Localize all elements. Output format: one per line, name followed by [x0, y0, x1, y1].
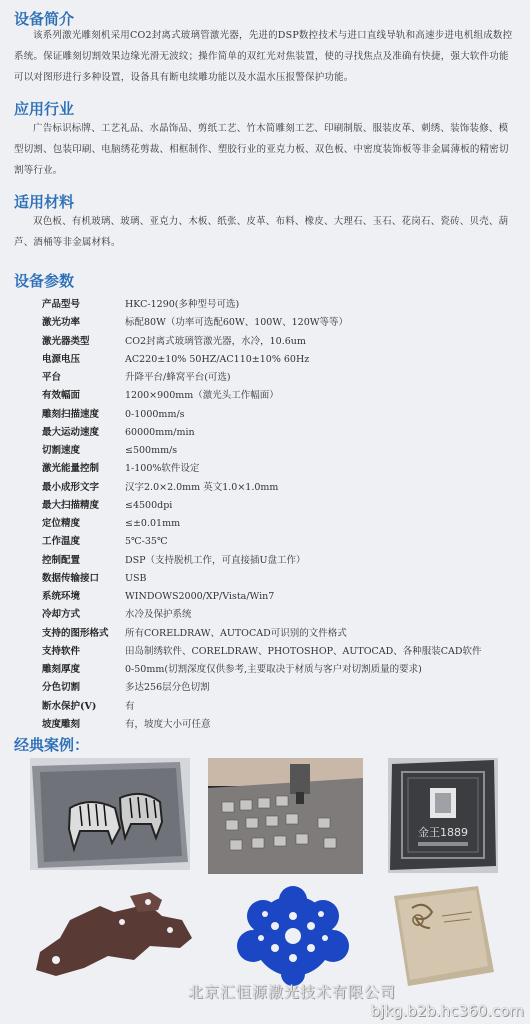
materials-text: 双色板、有机玻璃、玻璃、亚克力、木板、纸张、皮革、布料、橡皮、大理石、玉石、花岗石、瓷砖、贝壳、葫芦、酒桶等非金属材料。 — [14, 216, 509, 248]
param-label: 支持软件 — [42, 645, 81, 657]
param-value: 0-1000mm/s — [125, 408, 185, 420]
business-card-photo — [388, 886, 498, 986]
param-label: 断水保护(V) — [42, 700, 97, 712]
param-row — [42, 533, 522, 551]
stone-plaque-photo — [388, 758, 498, 873]
industry-title: 应用行业 — [14, 100, 75, 118]
param-label: 控制配置 — [42, 554, 81, 566]
param-label: 最小成形文字 — [42, 481, 100, 493]
param-label: 数据传输接口 — [42, 572, 100, 584]
param-row — [42, 570, 522, 588]
param-row — [42, 314, 522, 332]
param-value: CO2封离式玻璃管激光器，水冷，10.6um — [125, 335, 306, 347]
param-row — [42, 497, 522, 515]
param-value: ≤±0.01mm — [125, 518, 181, 529]
param-row — [42, 424, 522, 442]
param-value: 60000mm/min — [125, 426, 195, 438]
param-label: 分色切割 — [42, 682, 81, 694]
param-value: 所有CORELDRAW、AUTOCAD可识别的文件格式 — [125, 627, 347, 639]
param-row — [42, 442, 522, 460]
blue-lace-photo — [223, 886, 363, 986]
intro-text: 该系列激光雕刻机采用CO2封离式玻璃管激光器，先进的DSP数控技术与进口直线导轨和高速步进电机组成数控系统。保证雕刻切割效果边缘光滑无波纹；操作简单的双红光对焦装置，使的寻找焦点及准确有快捷，强大软件功能可以对图形进行多种设置，设备具有断电续雕功能以及水温水压报警保护功能。 — [14, 30, 513, 83]
param-value: WINDOWS2000/XP/Vista/Win7 — [125, 591, 275, 602]
param-value: HKC-1290(多种型号可选) — [125, 299, 240, 310]
intro-title: 设备简介 — [14, 10, 75, 28]
param-label: 最大扫描精度 — [42, 499, 100, 511]
cut-plate-photo — [30, 886, 210, 982]
param-row — [42, 625, 522, 643]
param-value: ≤4500dpi — [125, 499, 173, 511]
param-row — [42, 387, 522, 405]
param-row — [42, 698, 522, 716]
param-label: 产品型号 — [42, 299, 81, 310]
param-row — [42, 333, 522, 351]
param-value: ≤500mm/s — [125, 445, 178, 456]
param-label: 冷却方式 — [42, 609, 81, 621]
plaque-text: 金王1889 — [418, 826, 468, 839]
param-row — [42, 661, 522, 679]
param-label: 激光器类型 — [42, 335, 90, 347]
param-row — [42, 479, 522, 497]
param-value: 汉字2.0×2.0mm 英文1.0×1.0mm — [125, 481, 279, 493]
param-label: 有效幅面 — [42, 390, 81, 402]
laser-cutting-photo — [208, 758, 363, 874]
param-value: 5℃-35℃ — [125, 536, 168, 548]
param-value: 有 — [125, 700, 135, 712]
param-value: 田岛制绣软件、CORELDRAW、PHOTOSHOP、AUTOCAD、各种服装CAD软件 — [125, 645, 482, 657]
param-label: 激光能量控制 — [42, 463, 100, 475]
param-value: 0-50mm(切割深度仅供参考,主要取决于材质与客户对切割质量的要求) — [125, 664, 422, 675]
param-value: 升降平台/蜂窝平台(可选) — [125, 372, 231, 383]
param-label: 激光功率 — [42, 317, 81, 329]
param-row — [42, 351, 522, 369]
param-row — [42, 515, 522, 533]
case-gallery — [0, 758, 530, 988]
param-row — [42, 460, 522, 478]
params-title: 设备参数 — [14, 272, 75, 290]
param-row — [42, 643, 522, 661]
param-row — [42, 369, 522, 387]
param-row — [42, 406, 522, 424]
materials-title: 适用材料 — [14, 193, 75, 211]
params-table — [42, 296, 522, 734]
param-row — [42, 679, 522, 697]
param-label: 工作温度 — [42, 536, 81, 548]
param-row — [42, 606, 522, 624]
param-value: 多达256层分色切割 — [125, 682, 210, 694]
param-value: USB — [125, 572, 147, 584]
param-row — [42, 588, 522, 606]
param-value: 标配80W（功率可选配60W、100W、120W等等） — [125, 317, 348, 329]
param-value: DSP（支持脱机工作，可直接插U盘工作） — [125, 554, 306, 566]
param-row — [42, 552, 522, 570]
param-label: 定位精度 — [42, 518, 81, 529]
param-row — [42, 716, 522, 734]
param-label: 系统环境 — [42, 591, 81, 602]
param-row — [42, 296, 522, 314]
param-value: 1200×900mm（激光头工作幅面） — [125, 390, 279, 402]
industry-text: 广告标识标牌、工艺礼品、水晶饰品、剪纸工艺、竹木简雕刻工艺、印刷制版、服装皮革、刺绣、装饰装修、模型切割、包装印刷、电脑绣花剪裁、相框制作、塑胶行业的亚克力板、双色板、中密度装饰板等非金属薄板的精密切割等行业。 — [14, 123, 509, 176]
param-label: 支持的图形格式 — [42, 627, 109, 639]
param-label: 最大运动速度 — [42, 426, 100, 438]
cases-title: 经典案例： — [14, 736, 90, 754]
param-value: 有，坡度大小可任意 — [125, 718, 211, 730]
param-label: 雕刻扫描速度 — [42, 408, 100, 420]
zebra-engraving-photo — [30, 758, 190, 870]
param-label: 雕刻厚度 — [42, 664, 81, 675]
param-value: AC220±10% 50HZ/AC110±10% 60Hz — [125, 353, 310, 365]
param-label: 平台 — [42, 372, 62, 383]
watermark-company: 北京汇恒源激光技术有限公司 — [188, 983, 397, 1001]
param-value: 1-100%软件设定 — [125, 463, 200, 475]
param-label: 电源电压 — [42, 353, 81, 365]
watermark-url: bjkg.b2b.hc360.com — [370, 1002, 524, 1020]
param-label: 切割速度 — [42, 445, 81, 456]
param-label: 坡度雕刻 — [42, 718, 81, 730]
param-value: 水冷及保护系统 — [125, 609, 192, 621]
